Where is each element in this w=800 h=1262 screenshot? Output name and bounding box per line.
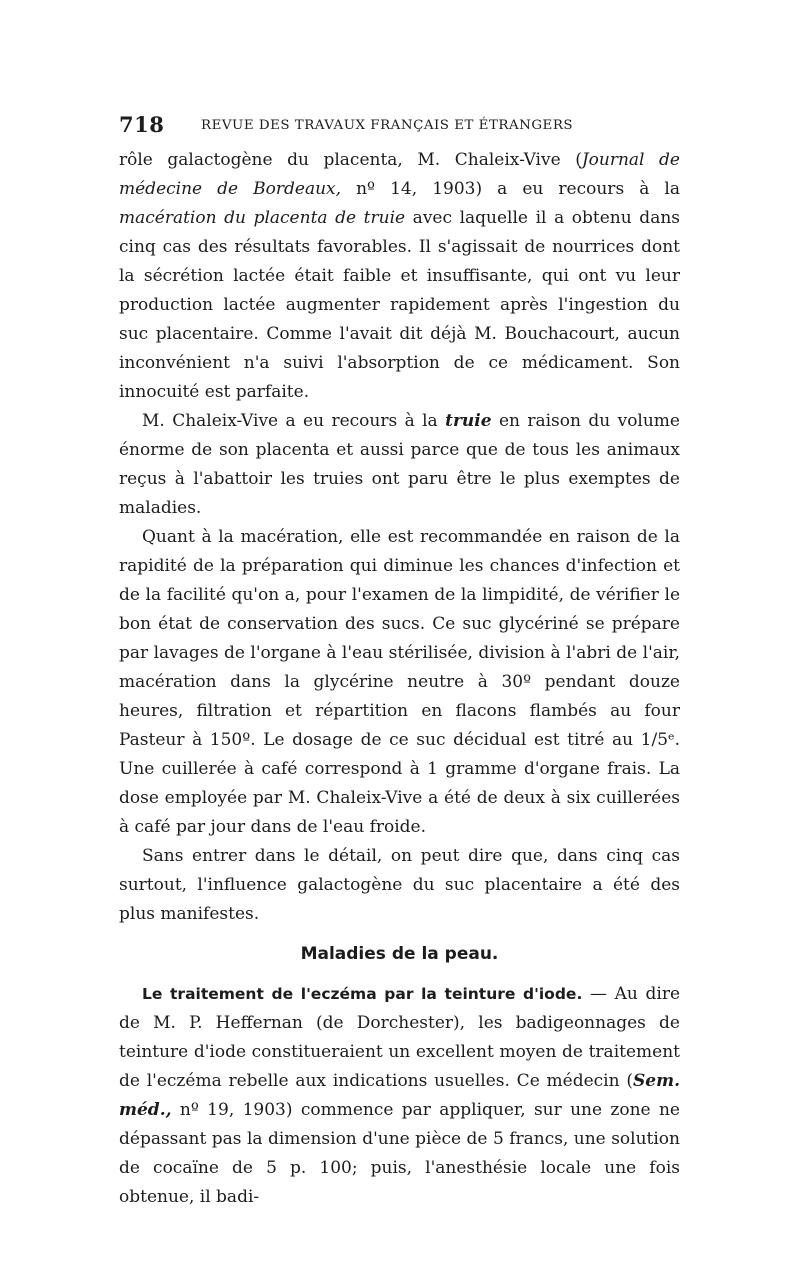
paragraph-placenta-galactogene bbox=[119, 146, 680, 407]
text-run: avec laquelle il a obtenu dans cinq cas des résultats favorables. Il s'agissait de nourrices dont la sécrétion lactée était faible et insuffisante, qui ont vu leur production lactée augmenter rapidement après l'ingestion du suc placentaire. Comme l'avait dit déjà M. Bouchacourt, aucun inconvénient n'a suivi l'absorption de ce médicament. Son innocuité est parfaite. bbox=[119, 208, 680, 402]
text-run: nº 14, 1903) a eu recours à la bbox=[341, 179, 680, 199]
emphasis-maceration: macération du placenta de truie bbox=[119, 208, 406, 228]
emphasis-truie: truie bbox=[445, 411, 492, 431]
text-run: — Au dire de M. P. Heffernan (de Dorchester), les badigeonnages de teinture d'iode constitueraient un excellent moyen de traitement de l'eczéma rebelle aux indications usuelles. Ce médecin ( bbox=[119, 984, 680, 1091]
paragraph-truie bbox=[119, 407, 680, 523]
text-run: M. Chaleix-Vive a eu recours à la bbox=[142, 411, 446, 431]
paragraph-eczema bbox=[119, 980, 680, 1212]
running-title: REVUE DES TRAVAUX FRANÇAIS ET ÉTRANGERS bbox=[201, 118, 574, 133]
paragraph-conclusion: Sans entrer dans le détail, on peut dire que, dans cinq cas surtout, l'influence galactogène du suc placentaire a été des plus manifestes. bbox=[119, 846, 680, 924]
page-number: 718 bbox=[119, 112, 165, 137]
paragraph-maceration: Quant à la macération, elle est recommandée en raison de la rapidité de la préparation qui diminue les chances d'infection et de la facilité qu'on a, pour l'examen de la limpidité, de vérifier le bon état de conservation des sucs. Ce suc glycériné se prépare par lavages de l'organe à l'eau stérilisée, division à l'abri de l'air, macération dans la glycérine neutre à 30º pendant douze heures, filtration et répartition en flacons flambés au four Pasteur à 150º. Le dosage de ce suc décidual est titré au 1/5ᵉ. Une cuillerée à café correspond à 1 gramme d'organe frais. La dose employée par M. Chaleix-Vive a été de deux à six cuillerées à café par jour dans de l'eau froide. bbox=[119, 527, 680, 837]
text-run: rôle galactogène du placenta, M. Chaleix-Vive ( bbox=[119, 150, 582, 170]
run-in-title: Le traitement de l'eczéma par la teinture d'iode. bbox=[142, 985, 583, 1003]
text-run: nº 19, 1903) commence par appliquer, sur une zone ne dépassant pas la dimension d'une pièce de 5 francs, une solution de cocaïne de 5 p. 100; puis, l'anesthésie locale une fois obtenue, il badi- bbox=[119, 1100, 680, 1207]
section-heading: Maladies de la peau. bbox=[300, 944, 499, 964]
journal-citation: Journal de médecine de Bordeaux, bbox=[119, 150, 680, 199]
running-header bbox=[119, 112, 680, 142]
journal-citation: Sem. méd., bbox=[119, 1071, 680, 1120]
text-run: en raison du volume énorme de son placenta et aussi parce que de tous les animaux reçus à l'abattoir les truies ont paru être le plus exemptes de maladies. bbox=[119, 411, 680, 518]
book-page bbox=[119, 112, 680, 1212]
